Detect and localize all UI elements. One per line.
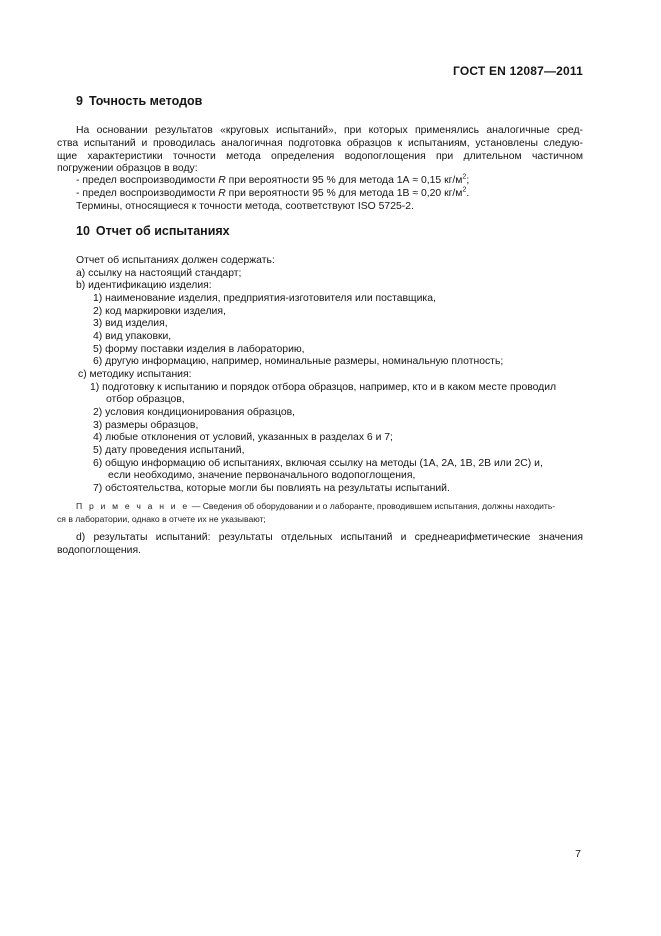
- item-d-line-2: водопоглощения.: [57, 545, 141, 556]
- item-2-pre: - предел воспроизводимости: [76, 188, 219, 199]
- item-c-5: 5) дату проведения испытаний,: [93, 445, 245, 456]
- item-c-1-line-1: 1) подготовку к испытанию и порядок отбора образцов, например, кто и в каком месте проводил: [90, 382, 557, 393]
- section-9-title: Точность методов: [88, 94, 203, 108]
- section-10-title: Отчет об испытаниях: [95, 224, 230, 238]
- reproducibility-item-2: [76, 187, 469, 200]
- item-a: a) ссылку на настоящий стандарт;: [76, 268, 242, 279]
- item-2-end: .: [466, 188, 470, 199]
- page-number: 7: [575, 848, 581, 860]
- item-d-line-1: d) результаты испытаний: результаты отдельных испытаний и среднеарифметические значения: [76, 532, 583, 543]
- report-intro: Отчет об испытаниях должен содержать:: [76, 255, 275, 266]
- item-2-var: R: [218, 188, 226, 199]
- item-1-pre: - предел воспроизводимости: [76, 175, 219, 186]
- item-c-3: 3) размеры образцов,: [93, 420, 199, 431]
- section-9-number: 9: [76, 94, 83, 108]
- section-9-para-line-4: погружении образцов в воду:: [57, 163, 198, 174]
- section-10-number: 10: [76, 224, 90, 238]
- item-c: c) методику испытания:: [78, 369, 192, 380]
- note-label: П р и м е ч а н и е: [76, 501, 190, 511]
- item-b-6: 6) другую информацию, например, номинальные размеры, номинальную плотность;: [93, 356, 504, 367]
- item-1-sup: 2: [462, 173, 467, 181]
- item-b-5: 5) форму поставки изделия в лабораторию,: [93, 344, 305, 355]
- item-c-7: 7) обстоятельства, которые могли бы повлиять на результаты испытаний.: [93, 483, 450, 494]
- section-10-heading: [76, 224, 230, 238]
- item-1-end: ;: [466, 175, 470, 186]
- item-b: b) идентификацию изделия:: [76, 280, 212, 291]
- section-9-heading: [76, 94, 202, 108]
- item-c-6-line-1: 6) общую информацию об испытаниях, включая ссылку на методы (1А, 2А, 1В, 2В или 2С) и,: [93, 458, 543, 469]
- item-b-1: 1) наименование изделия, предприятия-изготовителя или поставщика,: [93, 293, 436, 304]
- item-b-2: 2) код маркировки изделия,: [93, 306, 226, 317]
- item-2-sup: 2: [462, 186, 467, 194]
- item-b-4: 4) вид упаковки,: [93, 331, 172, 342]
- standard-header: ГОСТ EN 12087—2011: [452, 64, 583, 78]
- terms-line: Термины, относящиеся к точности метода, соответствуют ISO 5725-2.: [76, 201, 414, 212]
- note-line-2: ся в лаборатории, однако в отчете их не указывают;: [57, 514, 266, 524]
- section-9-para-line-1: На основании результатов «круговых испытаний», при которых применялись аналогичные сред-: [76, 125, 583, 136]
- note-line-1: [76, 500, 555, 513]
- item-2-post: при вероятности 95 % для метода 1В ≈ 0,20 кг/м: [225, 188, 463, 199]
- section-9-para-line-2: ства испытаний и проводилась аналогичная подготовка образцов к испытаниям, установлены следую-: [57, 138, 583, 149]
- item-c-1-line-2: отбор образцов,: [106, 394, 185, 405]
- section-9-para-line-3: щие характеристики точности метода определения водопоглощения при длительном частичном: [57, 151, 583, 162]
- item-c-4: 4) любые отклонения от условий, указанных в разделах 6 и 7;: [93, 432, 393, 443]
- item-c-2: 2) условия кондиционирования образцов,: [93, 407, 296, 418]
- item-c-6-line-2: если необходимо, значение первоначального водопоглощения,: [108, 470, 416, 481]
- note-text-1: — Сведения об оборудовании и о лаборанте, проводившем испытания, должны находить-: [189, 501, 556, 511]
- item-1-post: при вероятности 95 % для метода 1А ≈ 0,15 кг/м: [225, 175, 463, 186]
- reproducibility-item-1: [76, 174, 469, 187]
- item-1-var: R: [218, 175, 226, 186]
- item-b-3: 3) вид изделия,: [93, 318, 168, 329]
